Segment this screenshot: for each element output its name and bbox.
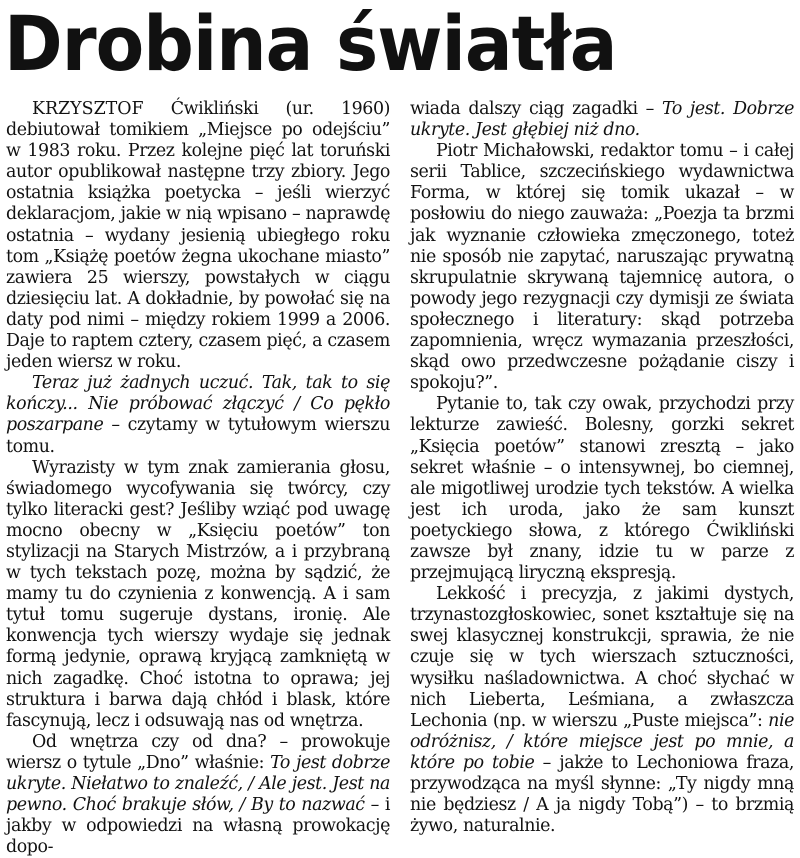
paragraph-title-poem [6,373,390,457]
paragraph-secret: Pytanie to, tak czy owak, przychodzi przy lekturze zawieść. Bolesny, gorzki sekret „Księcia poetów” stanowi zresztą – jako sekret właśnie – o intensywnej, bo ciemnej, ale migotliwej urodzie tych tekstów. A wielka jest ich uroda, jako że sam kunszt poetyckiego słowa, z którego Ćwikliński zawsze był znany, idzie tu w parze z przejmującą liryczną ekspresją. [410,394,794,584]
paragraph-continuation [410,99,794,141]
paragraph-editor: Piotr Michałowski, redaktor tomu – i całej serii Tablice, szczecińskiego wydawnictwa Forma, w której się tomik ukazał – w posłowiu do niego zauważa: „Poezja ta brzmi jak wyznanie człowieka zmęczonego, toteż nie sposób nie zapytać, naruszając prywatną skrupulatnie skrywaną tajemnicę autora, o powody jego rezygnacji czy dymisji ze świata społecznego i literatury: skąd potrzeba zapomnienia, wręcz wymazania przeszłości, skąd owo przedwczesne pożądanie ciszy i spokoju?”. [410,141,794,394]
paragraph-dno-text-a: Od wnętrza czy od dna? – prowokuje wiersz o tytule „Dno” właśnie: [6,731,390,773]
paragraph-dno-text-b: – i jakby w odpowiedzi na własną prowokację dopo- [6,795,390,858]
article-headline: Drobina światła [4,0,617,88]
paragraph-form [410,584,794,837]
author-name-caps: KRZYSZTOF [32,99,144,119]
paragraph-form-text-a: Lekkość i precyzja, z jakimi dystych, trzynastozgłoskowiec, sonet kształtuje się na swej klasycznej konstrukcji, sprawia, że nie czuje się w tych wierszach sztuczności, wysiłku naśladownictwa. A choć słychać w nich Lieberta, Leśmiana, a zwłaszcza Lechonia (np. w wierszu „Puste miejsca”: [410,584,794,731]
paragraph-continuation-text: wiada dalszy ciąg zagadki – [410,99,662,119]
article-column-left [6,99,390,858]
article-column-right [410,99,794,837]
paragraph-form-text-b: – jakże to Lechoniowa fraza, przywodząca na myśl słynne: „Ty nigdy mną nie będziesz / A ja nigdy Tobą”) – to brzmią żywo, naturalnie. [410,752,795,837]
paragraph-intro [6,99,390,373]
paragraph-convention: Wyrazisty w tym znak zamierania głosu, świadomego wycofywania się twórcy, czy tylko literacki gest? Jeśliby wziąć pod uwagę mocno obecny w „Księciu poetów” ton stylizacji na Starych Mistrzów, a i przybraną w tych tekstach pozę, można by sądzić, że mamy tu do czynienia z konwencją. A i sam tytuł tomu sugeruje dystans, ironię. Ale konwencja tych wierszy wydaje się jednak formą jedynie, oprawą kryjącą zamkniętą w nich zagadkę. Choć istotna to oprawa; jej struktura i barwa dają chłód i blask, które fascynują, lecz i odsuwają nas od wnętrza. [6,457,390,731]
quote-puste-miejsca: nie odróżnisz, / które miejsce jest po mnie, a które po tobie [410,710,794,773]
paragraph-title-poem-text: – czytamy w tytułowym wierszu tomu. [6,415,390,457]
paragraph-dno [6,732,390,858]
quote-dno: To jest dobrze ukryte. Niełatwo to znaleźć, / Ale jest. Jest na pewno. Choć brakuje słów, / By to nazwać [6,752,390,816]
paragraph-intro-text: Ćwikliński (ur. 1960) debiutował tomikiem „Miejsce po odejściu” w 1983 roku. Przez kolejne pięć lat toruński autor opublikował następne trzy zbiory. Jego ostatnia książka poetycka – jeśli wierzyć deklaracjom, jakie w nią wpisano – naprawdę ostatnia – wydany jesienią ubiegłego roku tom „Książę poetów żegna ukochane miasto” zawiera 25 wierszy, powstałych w ciągu dziesięciu lat. A dokładnie, by powołać się na daty pod nimi – między rokiem 1999 a 2006. Daje to raptem cztery, czasem pięć, a czasem jeden wiersz w roku. [6,99,390,373]
quote-riddle: To jest. Dobrze ukryte. Jest głębiej niż dno. [410,99,794,141]
quote-title-poem: Teraz już żadnych uczuć. Tak, tak to się kończy... Nie próbować złączyć / Co pękło poszarpane [6,373,390,436]
